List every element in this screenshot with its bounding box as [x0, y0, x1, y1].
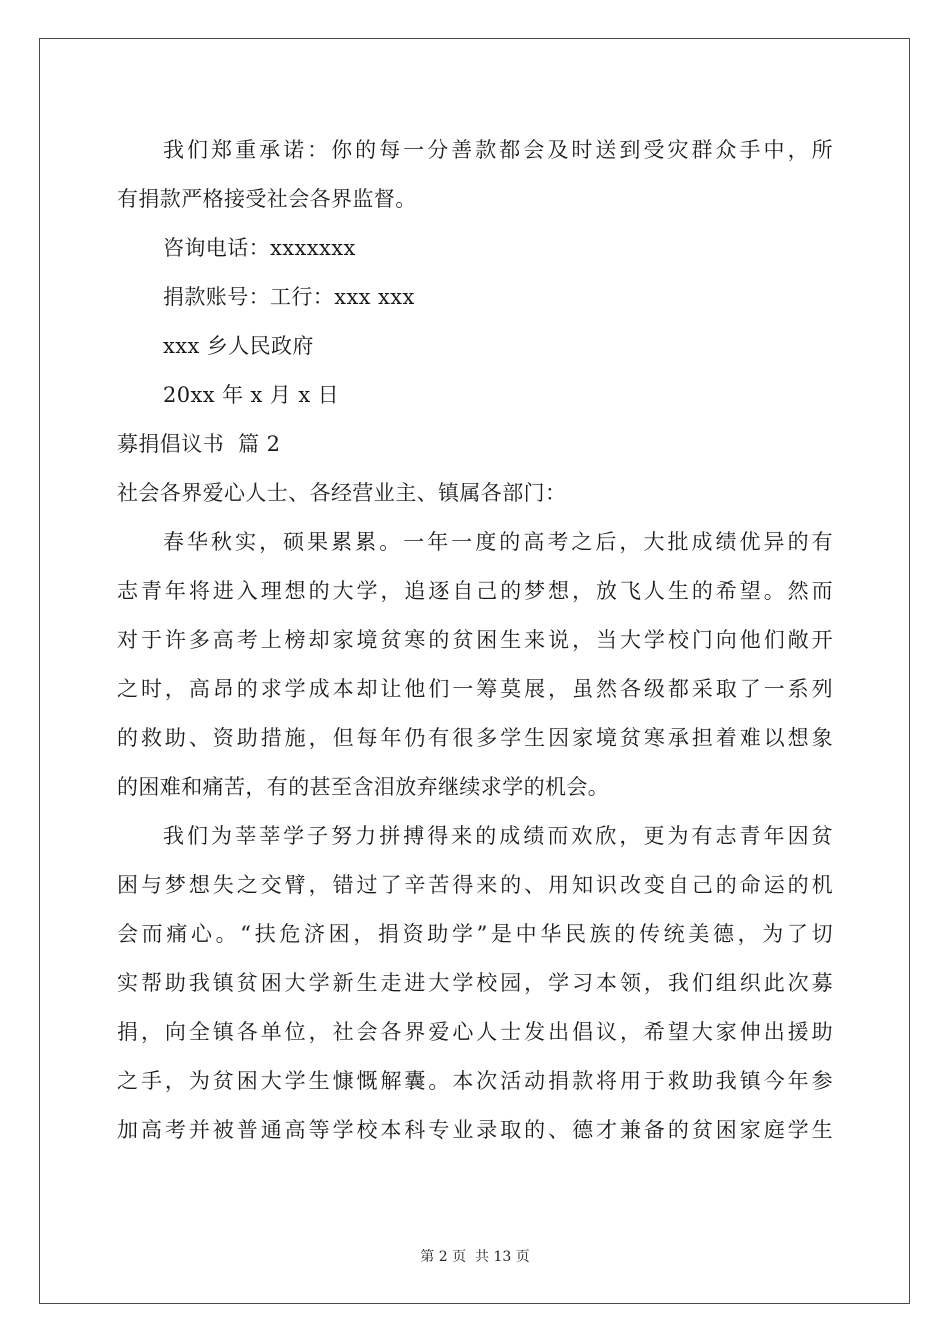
paragraph-line: 之时，高昂的求学成本却让他们一筹莫展，虽然各级都采取了一系列 — [117, 677, 833, 701]
paragraph-line: 有捐款严格接受社会各界监督。 — [117, 187, 417, 211]
paragraph-line: 捐，向全镇各单位，社会各界爱心人士发出倡议，希望大家伸出援助 — [117, 1020, 833, 1044]
paragraph-line: 我们为莘莘学子努力拼搏得来的成绩而欢欣，更为有志青年因贫 — [163, 824, 833, 848]
donation-account: 捐款账号：工行：xxx xxx — [163, 285, 415, 309]
issue-date: 20xx 年 x 月 x 日 — [163, 383, 340, 407]
document-body — [117, 126, 833, 1155]
contact-phone: 咨询电话：xxxxxxx — [163, 236, 356, 260]
paragraph-line: 的困难和痛苦，有的甚至含泪放弃继续求学的机会。 — [117, 775, 610, 799]
page-number-footer: 第 2 页 共 13 页 — [420, 1249, 530, 1265]
paragraph-line: 志青年将进入理想的大学，追逐自己的梦想，放飞人生的希望。然而 — [117, 579, 833, 603]
paragraph-line: 实帮助我镇贫困大学新生走进大学校园，学习本领，我们组织此次募 — [117, 971, 833, 995]
issuer-name: xxx 乡人民政府 — [163, 334, 314, 358]
paragraph-line: 会而痛心。“扶危济困，捐资助学”是中华民族的传统美德，为了切 — [117, 922, 833, 946]
paragraph-line: 困与梦想失之交臂，错过了辛苦得来的、用知识改变自己的命运的机 — [117, 873, 833, 897]
salutation: 社会各界爱心人士、各经营业主、镇属各部门： — [117, 481, 567, 505]
paragraph-line: 我们郑重承诺：你的每一分善款都会及时送到受灾群众手中，所 — [163, 138, 833, 162]
paragraph-line: 春华秋实，硕果累累。一年一度的高考之后，大批成绩优异的有 — [163, 530, 833, 554]
paragraph-line: 加高考并被普通高等学校本科专业录取的、德才兼备的贫困家庭学生 — [117, 1118, 833, 1142]
paragraph-line: 对于许多高考上榜却家境贫寒的贫困生来说，当大学校门向他们敞开 — [117, 628, 833, 652]
section-title: 募捐倡议书 篇 2 — [117, 432, 281, 456]
paragraph-line: 之手，为贫困大学生慷慨解囊。本次活动捐款将用于救助我镇今年参 — [117, 1069, 833, 1093]
paragraph-line: 的救助、资助措施，但每年仍有很多学生因家境贫寒承担着难以想象 — [117, 726, 833, 750]
